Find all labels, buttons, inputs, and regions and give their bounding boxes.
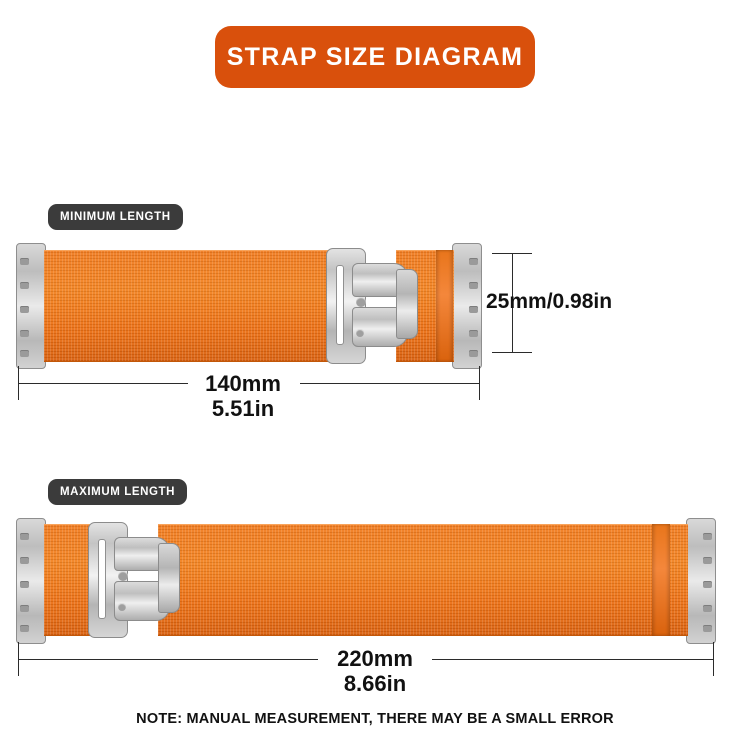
buckle-tongue-max [158,543,180,613]
band-seam-min [436,250,453,362]
lug-notch-icon [20,581,29,588]
band-seam-max [652,524,670,636]
buckle-slot-min [336,265,344,345]
page-title: STRAP SIZE DIAGRAM [226,42,524,71]
measurement-note: NOTE: MANUAL MEASUREMENT, THERE MAY BE A SMALL ERROR [136,711,614,727]
band-left-min [44,250,334,362]
width-dim-label-min: 25mm/0.98in [486,290,613,313]
lug-notch-icon [469,306,478,313]
length-dim-tick-right-max [713,642,714,676]
length-dim-line-right-min [300,383,480,384]
lug-notch-icon [469,330,478,337]
page-title-pill [215,26,535,88]
length-dim-tick-right-min [479,366,480,400]
lug-notch-icon [469,350,478,357]
lug-left-max [16,518,46,644]
lug-notch-icon [703,533,712,540]
length-dim-label-min [178,371,308,421]
buckle-pin-lower-max [118,603,126,611]
length-dim-label-max [310,646,440,696]
buckle-slot-max [98,539,106,619]
lug-notch-icon [20,282,29,289]
lug-notch-icon [469,282,478,289]
buckle-pin-lower-min [356,329,364,337]
length-dim-line-left-min [18,383,188,384]
lug-notch-icon [20,557,29,564]
length-dim-tick-left-min [18,366,19,400]
lug-notch-icon [20,625,29,632]
length-mm-max: 220mm [337,646,413,671]
lug-notch-icon [703,625,712,632]
lug-left-min [16,243,46,369]
buckle-pin-min [356,297,366,307]
lug-notch-icon [20,306,29,313]
length-dim-line-left-max [18,659,318,660]
lug-notch-icon [469,258,478,265]
lug-right-min [452,243,482,369]
length-mm-min: 140mm [205,371,281,396]
lug-notch-icon [703,581,712,588]
buckle-max [88,519,180,641]
length-in-min: 5.51in [211,396,275,421]
lug-notch-icon [20,533,29,540]
lug-notch-icon [20,605,29,612]
buckle-pin-max [118,571,128,581]
lug-right-max [686,518,716,644]
length-dim-line-right-max [432,659,714,660]
length-in-max: 8.66in [343,671,407,696]
buckle-min [326,245,418,367]
lug-notch-icon [20,350,29,357]
lug-notch-icon [703,557,712,564]
lug-notch-icon [20,258,29,265]
lug-notch-icon [703,605,712,612]
band-right-max [158,524,688,636]
length-dim-tick-left-max [18,642,19,676]
maximum-length-tag: MAXIMUM LENGTH [48,479,187,505]
width-dim-tick-bottom [492,352,532,353]
buckle-tongue-min [396,269,418,339]
width-dim-tick-top [492,253,532,254]
lug-notch-icon [20,330,29,337]
minimum-length-tag: MINIMUM LENGTH [48,204,183,230]
